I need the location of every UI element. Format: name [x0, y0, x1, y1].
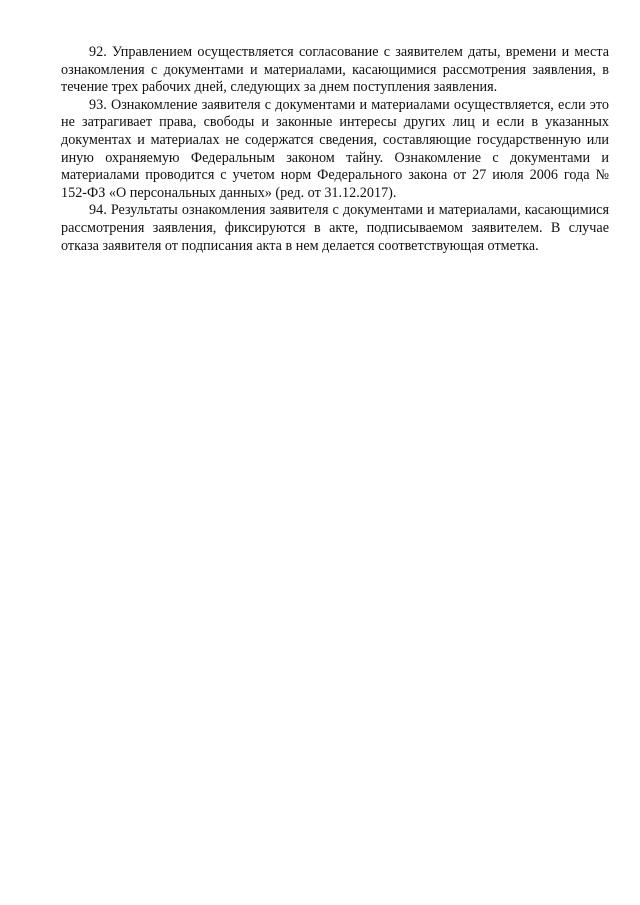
paragraph-92 [61, 44, 609, 97]
paragraph-text: Управлением осуществляется согласование с заявителем даты, времени и места ознакомления с документами и материалами, касающимися рассмотрения заявления, в течение трех рабочих дней, следующих за днем поступления заявления. [61, 44, 610, 96]
paragraph-93 [61, 97, 609, 203]
paragraph-text: Результаты ознакомления заявителя с документами и материалами, касающимися рассмотрения заявления, фиксируются в акте, подписываемом заявителем. В случае отказа заявителя от подписания акта в нем делается соответствующая отметка. [61, 202, 609, 254]
paragraph-text: Ознакомление заявителя с документами и материалами осуществляется, если это не затрагивает права, свободы и законные интересы других лиц и если в указанных документах и материалах не содержатся сведения, составляющие государственную или иную охраняемую Федеральным законом тайну. Ознакомление с документами и материалами проводится с учетом норм Федерального закона от 27 июля 2006 года № 152-ФЗ «О персональных данных» (ред. от 31.12.2017). [61, 96, 609, 201]
paragraph-number: 92. [89, 44, 107, 60]
paragraph-94 [61, 202, 609, 255]
paragraph-number: 93. [89, 96, 107, 113]
paragraph-number: 94. [89, 202, 107, 219]
document-body [61, 44, 609, 255]
